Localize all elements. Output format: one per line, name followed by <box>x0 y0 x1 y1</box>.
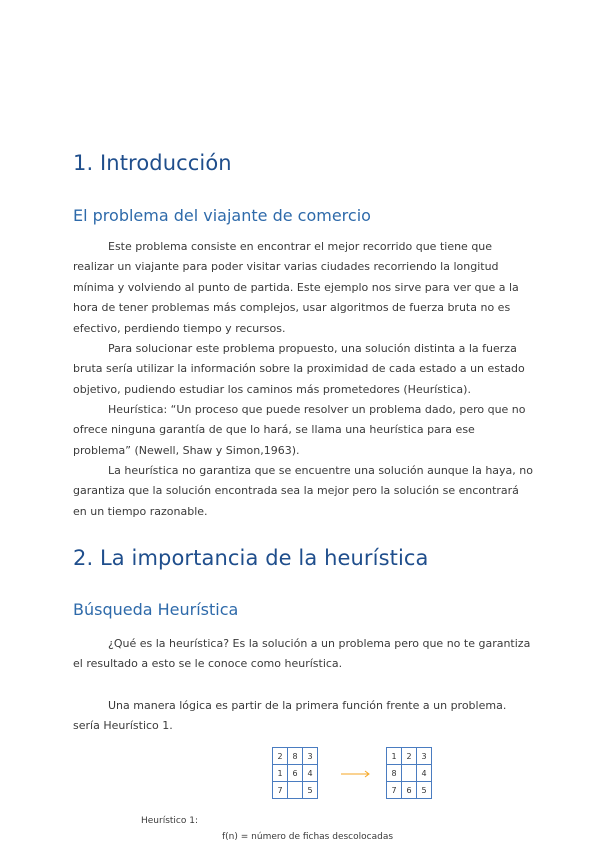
puzzle-tile: 3 <box>303 748 318 765</box>
paragraph-6 <box>73 696 533 737</box>
heuristic-formula: f(n) = número de fichas descolocadas <box>222 832 394 842</box>
puzzle-tile: 4 <box>303 765 318 782</box>
paragraph-4 <box>73 461 533 522</box>
paragraph-3-text: Heurística: “Un proceso que puede resolver un problema dado, pero que no ofrece ninguna garantía de que lo hará, se llama una heurística para ese problema” (Newell, Shaw y Simon,1963). <box>73 403 526 457</box>
paragraph-1-text: Este problema consiste en encontrar el mejor recorrido que tiene que realizar un viajante para poder visitar varias ciudades recorriendo la longitud mínima y volviendo al punto de partida. Este ejemplo nos sirve para ver que a la hora de tener problemas más complejos, usar algoritmos de fuerza bruta no es efectivo, perdiendo tiempo y recursos. <box>73 240 519 335</box>
paragraph-6-text: Una manera lógica es partir de la primera función frente a un problema. sería Heurístico 1. <box>73 699 507 733</box>
section-1-heading: 1. Introducción <box>73 151 232 175</box>
puzzle-tile: 2 <box>273 748 288 765</box>
puzzle-tile: 7 <box>273 782 288 799</box>
paragraph-3 <box>73 400 533 461</box>
puzzle-tile: 5 <box>417 782 432 799</box>
section-1-subheading: El problema del viajante de comercio <box>73 206 371 225</box>
paragraph-2 <box>73 339 533 400</box>
puzzle-tile: 6 <box>288 765 303 782</box>
puzzle-tile <box>402 765 417 782</box>
puzzle-tile: 4 <box>417 765 432 782</box>
paragraph-4-text: La heurística no garantiza que se encuentre una solución aunque la haya, no garantiza que la solución encontrada sea la mejor pero la solución se encontrará en un tiempo razonable. <box>73 464 533 518</box>
puzzle-tile: 5 <box>303 782 318 799</box>
section-2-subheading: Búsqueda Heurística <box>73 600 239 619</box>
paragraph-2-text: Para solucionar este problema propuesto, una solución distinta a la fuerza bruta sería utilizar la información sobre la proximidad de cada estado a un estado objetivo, pudiendo estudiar los caminos más prometedores (Heurística). <box>73 342 525 396</box>
puzzle-tile: 3 <box>417 748 432 765</box>
puzzle-tile: 8 <box>288 748 303 765</box>
puzzle-tile: 6 <box>402 782 417 799</box>
puzzle-tile: 1 <box>273 765 288 782</box>
puzzle-tile: 7 <box>387 782 402 799</box>
puzzle-tile: 8 <box>387 765 402 782</box>
heuristic-label: Heurístico 1: <box>141 816 199 826</box>
section-2-heading: 2. La importancia de la heurística <box>73 546 429 570</box>
puzzle-goal-state <box>386 747 432 799</box>
puzzle-tile <box>288 782 303 799</box>
puzzle-initial-state <box>272 747 318 799</box>
arrow-right-icon <box>340 768 374 780</box>
puzzle-tile: 2 <box>402 748 417 765</box>
paragraph-1 <box>73 237 533 339</box>
paragraph-5 <box>73 634 533 675</box>
paragraph-5-text: ¿Qué es la heurística? Es la solución a un problema pero que no te garantiza el resultado a esto se le conoce como heurística. <box>73 637 531 671</box>
puzzle-tile: 1 <box>387 748 402 765</box>
